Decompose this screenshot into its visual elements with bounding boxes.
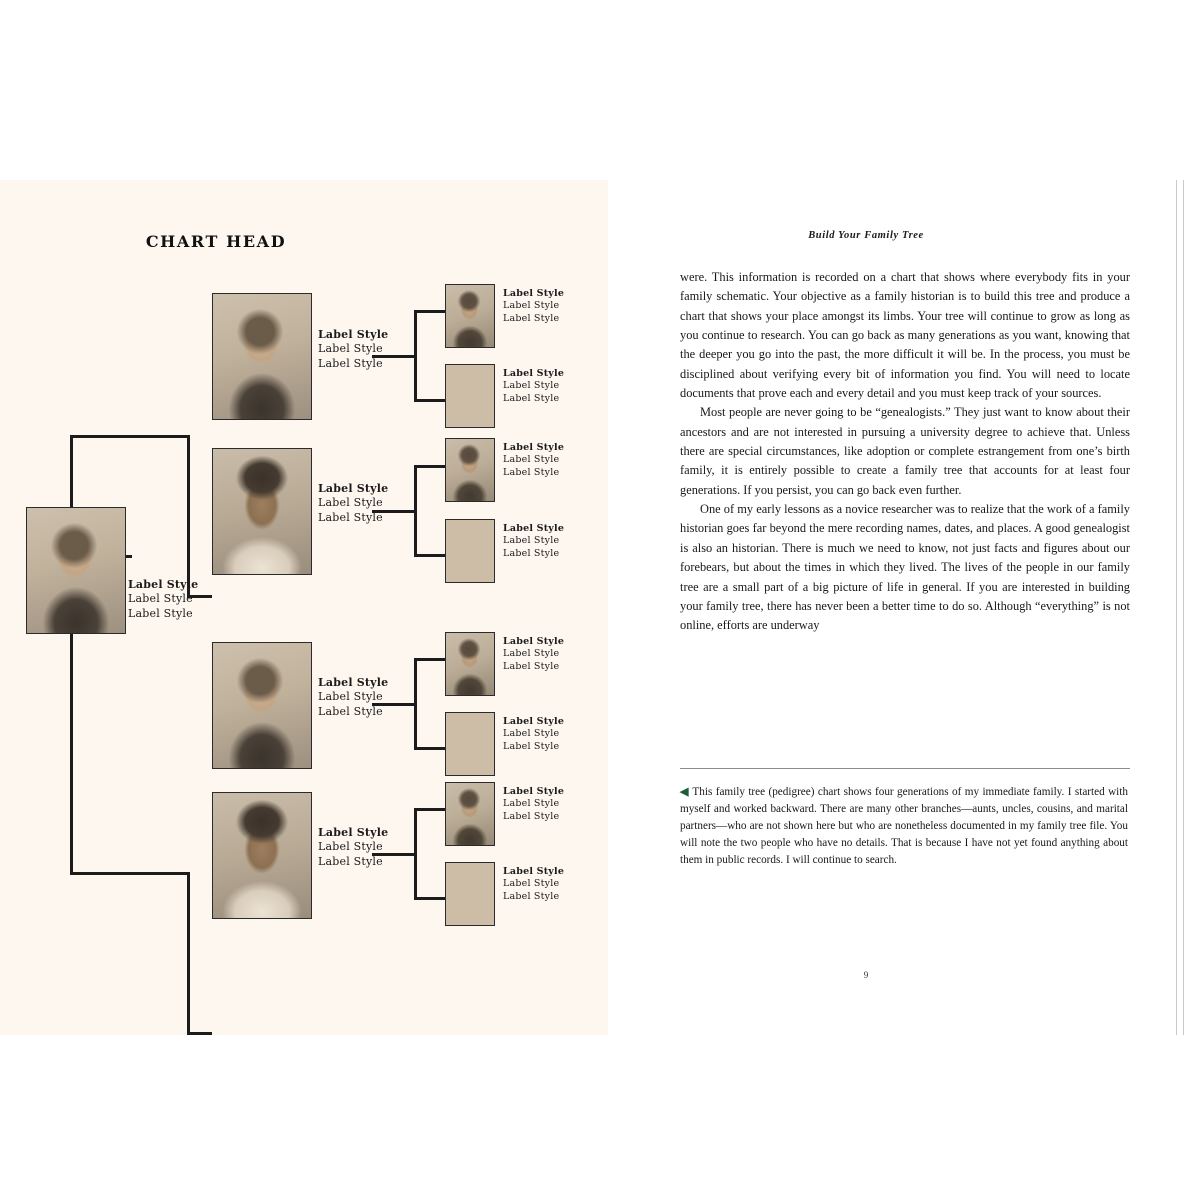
label-gen3-a — [503, 288, 564, 325]
portrait-gen3-h[interactable] — [445, 862, 495, 926]
portrait-image — [27, 508, 125, 633]
portrait-image — [213, 643, 311, 768]
label-line-3: Label Style — [503, 890, 560, 902]
label-line-1: Label Style — [318, 826, 389, 839]
label-line-3: Label Style — [318, 510, 383, 524]
page-number: 9 — [863, 970, 869, 980]
text-page — [608, 180, 1200, 1035]
portrait-gen2-d[interactable] — [212, 792, 312, 919]
label-line-3: Label Style — [318, 854, 383, 868]
portrait-gen3-a[interactable] — [445, 284, 495, 348]
portrait-image — [446, 863, 494, 925]
label-line-2: Label Style — [503, 878, 560, 890]
label-gen2-d — [318, 826, 388, 869]
label-gen3-e — [503, 636, 564, 673]
portrait-image — [446, 713, 494, 775]
chart-title: CHART HEAD — [145, 232, 287, 251]
connector-g3c-arm — [414, 465, 446, 468]
portrait-image — [446, 439, 494, 501]
connector-g3a-arm — [414, 310, 446, 313]
portrait-gen3-d[interactable] — [445, 519, 495, 583]
caption-text: This family tree (pedigree) chart shows four generations of my immediate family. I started with myself and worked backward. There are many other branches—aunts, uncles, cousins, and marital partners—who are not shown here but who are nonetheless documented in my family tree file. You will note the two people who have no details. That is because I have not yet found anything about them in public records. I will continue to search. — [680, 786, 1128, 867]
label-gen2-c — [318, 676, 388, 719]
connector-g3pairD-vertical — [414, 808, 417, 900]
label-line-2: Label Style — [503, 535, 560, 547]
label-line-3: Label Style — [503, 392, 560, 404]
portrait-image — [446, 365, 494, 427]
portrait-image — [213, 449, 311, 574]
label-line-1: Label Style — [503, 368, 565, 379]
label-line-3: Label Style — [503, 466, 560, 478]
running-head: Build Your Family Tree — [808, 230, 924, 241]
label-line-3: Label Style — [503, 547, 560, 559]
portrait-gen3-e[interactable] — [445, 632, 495, 696]
portrait-gen3-b[interactable] — [445, 364, 495, 428]
label-line-2: Label Style — [318, 496, 383, 510]
portrait-root[interactable] — [26, 507, 126, 634]
connector-root-vertical — [70, 435, 73, 875]
label-line-2: Label Style — [318, 690, 383, 704]
portrait-image — [446, 633, 494, 695]
portrait-gen3-f[interactable] — [445, 712, 495, 776]
label-line-1: Label Style — [503, 442, 565, 453]
label-line-1: Label Style — [503, 866, 565, 877]
connector-g3pairB-vertical — [414, 465, 417, 557]
paragraph-1: were. This information is recorded on a chart that shows where everybody fits in your family schematic. Your objective as a family historian is to build this tree and produce a chart that shows your place amongst its limbs. Your tree will continue to grow as long as you continue to research. You can go back as many generations as you want, knowing that the deeper you go into the past, the more difficult it will be. In the process, you must be disciplined about verifying every bit of information you find. You will need to locate documents that prove each and every detail and you must keep track of your sources. — [680, 270, 1130, 401]
label-gen3-c — [503, 442, 564, 479]
label-line-3: Label Style — [503, 660, 560, 672]
label-line-1: Label Style — [503, 716, 565, 727]
portrait-gen3-c[interactable] — [445, 438, 495, 502]
caption-marker-icon: ◀ — [680, 786, 690, 798]
label-line-2: Label Style — [318, 342, 383, 356]
label-gen3-d — [503, 523, 564, 560]
portrait-image — [446, 285, 494, 347]
portrait-image — [446, 783, 494, 845]
label-line-3: Label Style — [128, 606, 193, 620]
label-line-1: Label Style — [503, 523, 565, 534]
label-gen2-a — [318, 328, 388, 371]
label-gen3-g — [503, 786, 564, 823]
page-edge-line-1 — [1176, 180, 1177, 1035]
label-line-1: Label Style — [318, 482, 389, 495]
connector-g3pairA-vertical — [414, 310, 417, 402]
label-line-1: Label Style — [128, 578, 199, 591]
label-line-2: Label Style — [503, 798, 560, 810]
portrait-gen2-c[interactable] — [212, 642, 312, 769]
connector-g3pairC-vertical — [414, 658, 417, 750]
connector-g3d-arm — [414, 554, 446, 557]
label-line-3: Label Style — [503, 810, 560, 822]
label-line-3: Label Style — [503, 312, 560, 324]
portrait-gen2-a[interactable] — [212, 293, 312, 420]
label-gen2-b — [318, 482, 388, 525]
label-gen3-f — [503, 716, 564, 753]
label-line-1: Label Style — [318, 328, 389, 341]
caption-divider — [680, 768, 1130, 769]
label-line-2: Label Style — [503, 300, 560, 312]
connector-trunk-top — [70, 435, 190, 438]
connector-trunk-bottom — [70, 872, 190, 875]
portrait-image — [446, 520, 494, 582]
label-line-3: Label Style — [503, 740, 560, 752]
label-root — [128, 578, 198, 621]
label-line-2: Label Style — [503, 728, 560, 740]
figure-caption — [680, 784, 1128, 869]
chart-page — [0, 180, 608, 1035]
label-line-1: Label Style — [503, 786, 565, 797]
connector-pair2-bottom — [187, 1032, 212, 1035]
label-line-1: Label Style — [503, 288, 565, 299]
connector-g3g-arm — [414, 808, 446, 811]
portrait-gen3-g[interactable] — [445, 782, 495, 846]
portrait-image — [213, 793, 311, 918]
paragraph-2: Most people are never going to be “genealogists.” They just want to know about their ancestors and are not interested in pursuing a university degree to achieve that. Unless there are special circumstances, like adoption or complete estrangement from one’s birth family, it is entirely possible to create a family tree that accounts for at least four generations. If you persist, you can go back even further. — [680, 405, 1130, 497]
label-line-3: Label Style — [318, 356, 383, 370]
label-line-2: Label Style — [318, 840, 383, 854]
label-gen3-h — [503, 866, 564, 903]
connector-g3h-arm — [414, 897, 446, 900]
connector-g3f-arm — [414, 747, 446, 750]
connector-g3e-arm — [414, 658, 446, 661]
paragraph-3: One of my early lessons as a novice researcher was to realize that the work of a family historian goes far beyond the mere recording names, dates, and places. A good genealogist is also an historian. There is much we need to know, not just facts and figures about our forebears, but about the times in which they lived. The lives of the people in our family tree are a small part of a big picture of life in general. If you are interested in building your family tree, there has never been a better time to do so. Although “everything” is not online, efforts are underway — [680, 502, 1130, 633]
label-line-2: Label Style — [503, 380, 560, 392]
label-line-1: Label Style — [503, 636, 565, 647]
connector-pair2-vertical — [187, 872, 190, 1035]
portrait-gen2-b[interactable] — [212, 448, 312, 575]
body-text — [680, 268, 1130, 636]
label-gen3-b — [503, 368, 564, 405]
portrait-image — [213, 294, 311, 419]
label-line-3: Label Style — [318, 704, 383, 718]
label-line-2: Label Style — [128, 592, 193, 606]
label-line-2: Label Style — [503, 454, 560, 466]
connector-pair1-vertical — [187, 435, 190, 598]
connector-g3b-arm — [414, 399, 446, 402]
label-line-2: Label Style — [503, 648, 560, 660]
label-line-1: Label Style — [318, 676, 389, 689]
page-edge-line-2 — [1183, 180, 1184, 1035]
